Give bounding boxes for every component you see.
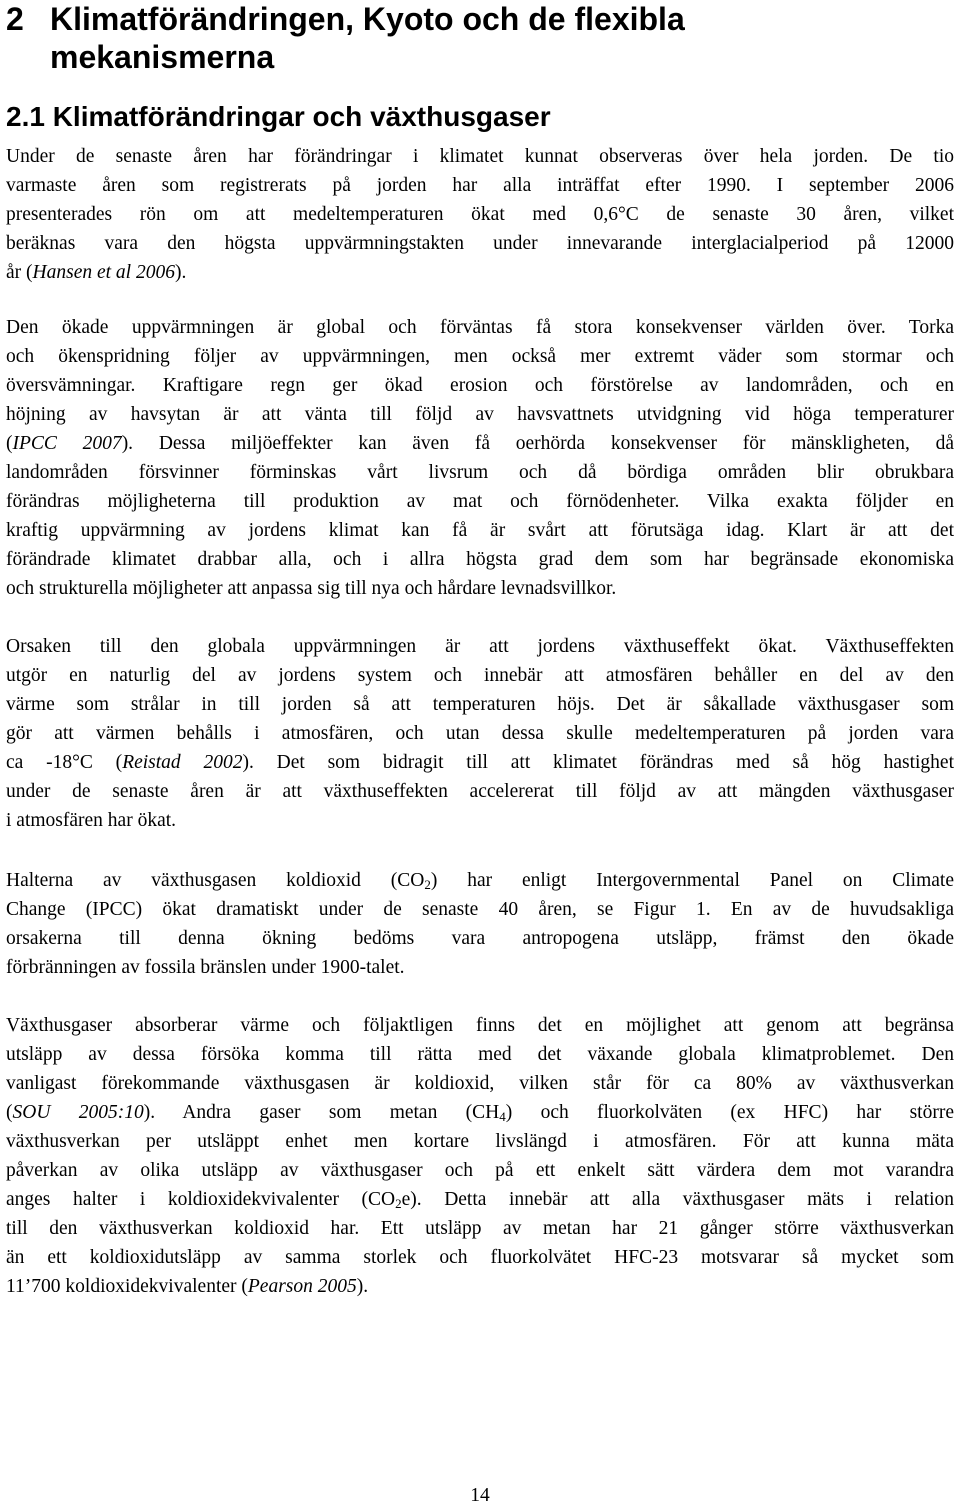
paragraph-5 (6, 1011, 954, 1301)
paragraph-4 (6, 866, 954, 982)
page-number: 14 (470, 1485, 490, 1506)
citation: SOU 2005:10 (12, 1102, 144, 1123)
text-line: höjning av havsytan är att vänta till följd av havsvattnets utvidgning vid höga temperaturer (6, 404, 954, 425)
document-page (6, 0, 954, 1509)
text-line: påverkan av olika utsläpp av växthusgaser och på ett enkelt sätt värdera dem mot varandra (6, 1160, 954, 1181)
text-line: Växthusgaser absorberar värme och följaktligen finns det en möjlighet att genom att begränsa (6, 1015, 954, 1036)
text-line: utgör en naturlig del av jordens system och innebär att atmosfären behåller en del av den (6, 665, 954, 686)
text-line: till den växthusverkan koldioxid har. Ett utsläpp av metan har 21 gånger större växthusverkan (6, 1218, 954, 1239)
chapter-title-line-1: Klimatförändringen, Kyoto och de flexibla (50, 1, 685, 37)
text-line: Change (IPCC) ökat dramatiskt under de senaste 40 åren, se Figur 1. En av de huvudsakliga (6, 899, 954, 920)
text-line: Den ökade uppvärmningen är global och förväntas få stora konsekvenser världen över. Torka (6, 317, 954, 338)
text-line: år (Hansen et al 2006). (6, 262, 187, 283)
text-line: (SOU 2005:10). Andra gaser som metan $(CH_4)$ och fluorkolväten (ex HFC) har större (6, 1102, 954, 1124)
text-line: växthusverkan per utsläppt enhet men kortare livslängd i atmosfären. För att kunna mäta (6, 1131, 954, 1152)
text-line: kraftig uppvärmning av jordens klimat kan få är svårt att förutsäga idag. Klart är att det (6, 520, 954, 541)
text-line: ca -18°C (Reistad 2002). Det som bidragit till att klimatet förändras med så hög hastighet (6, 752, 954, 773)
text-line: vanligast förekommande växthusgasen är koldioxid, vilken står för ca 80% av växthusverkan (6, 1073, 954, 1094)
text-line: och strukturella möjligheter att anpassa sig till nya och hårdare levnadsvillkor. (6, 578, 617, 599)
text-line: beräknas vara den högsta uppvärmningstakten under innevarande interglacialperiod på 12000 (6, 233, 954, 254)
text-line: under de senaste åren är att växthuseffekten accelererat till följd av att mängden växthusgaser (6, 781, 954, 802)
paragraph-1 (6, 142, 954, 287)
text-line: översvämningar. Kraftigare regn ger ökad erosion och förstörelse av landområden, och en (6, 375, 954, 396)
text-line: utsläpp av dessa försöka komma till rätta med det växande globala klimatproblemet. Den (6, 1044, 954, 1065)
citation: Hansen et al 2006 (32, 262, 175, 283)
chapter-number: 2 (6, 1, 24, 37)
text-line: och ökenspridning följer av uppvärmningen, men också mer extremt väder som stormar och (6, 346, 954, 367)
chapter-heading (6, 0, 685, 75)
citation: IPCC 2007 (12, 433, 122, 454)
text-line: presenterades rön om att medeltemperaturen ökat med 0,6°C de senaste 30 åren, vilket (6, 204, 954, 225)
text-line: förändras möjligheterna till produktion av mat och förnödenheter. Vilka exakta följder en (6, 491, 954, 512)
text-line: Halterna av växthusgasen koldioxid $(CO_2)$ har enligt Intergovernmental Panel on Climate (6, 870, 954, 892)
text-line: gör att värmen behålls i atmosfären, och utan dessa skulle medeltemperaturen på jorden vara (6, 723, 954, 744)
text-line: förbränningen av fossila bränslen under 1900-talet. (6, 957, 405, 978)
text-line: än ett koldioxidutsläpp av samma storlek och fluorkolvätet HFC-23 motsvarar så mycket som (6, 1247, 954, 1268)
text-line: (IPCC 2007). Dessa miljöeffekter kan även få oerhörda konsekvenser för mänskligheten, då (6, 433, 954, 454)
text-line: Under de senaste åren har förändringar i klimatet kunnat observeras över hela jorden. De tio (6, 146, 954, 167)
text-line: landområden försvinner förminskas vårt livsrum och då bördiga områden blir obrukbara (6, 462, 954, 483)
text-line: i atmosfären har ökat. (6, 810, 177, 831)
text-line: orsakerna till denna ökning bedöms vara antropogena utsläpp, främst den ökade (6, 928, 954, 949)
citation: Reistad 2002 (122, 752, 243, 773)
citation: Pearson 2005 (247, 1276, 357, 1297)
paragraph-3 (6, 632, 954, 835)
paragraph-2 (6, 313, 954, 603)
text-line: Orsaken till den globala uppvärmningen är att jordens växthuseffekt ökat. Växthuseffekten (6, 636, 954, 657)
text-line: varmaste åren som registrerats på jorden har alla inträffat efter 1990. I september 2006 (6, 175, 954, 196)
chapter-title-line-2: mekanismerna (50, 39, 275, 75)
text-line: anges halter i koldioxidekvivalenter $(CO_2e)$. Detta innebär att alla växthusgaser mäts i relation (6, 1189, 954, 1211)
text-line: förändrade klimatet drabbar alla, och i allra högsta grad dem som har begränsade ekonomiska (6, 549, 954, 570)
section-heading: 2.1 Klimatförändringar och växthusgaser (6, 101, 551, 132)
text-line: 11’700 koldioxidekvivalenter (Pearson 2005). (6, 1276, 369, 1297)
text-line: värme som strålar in till jorden så att temperaturen höjs. Det är såkallade växthusgaser som (6, 694, 954, 715)
